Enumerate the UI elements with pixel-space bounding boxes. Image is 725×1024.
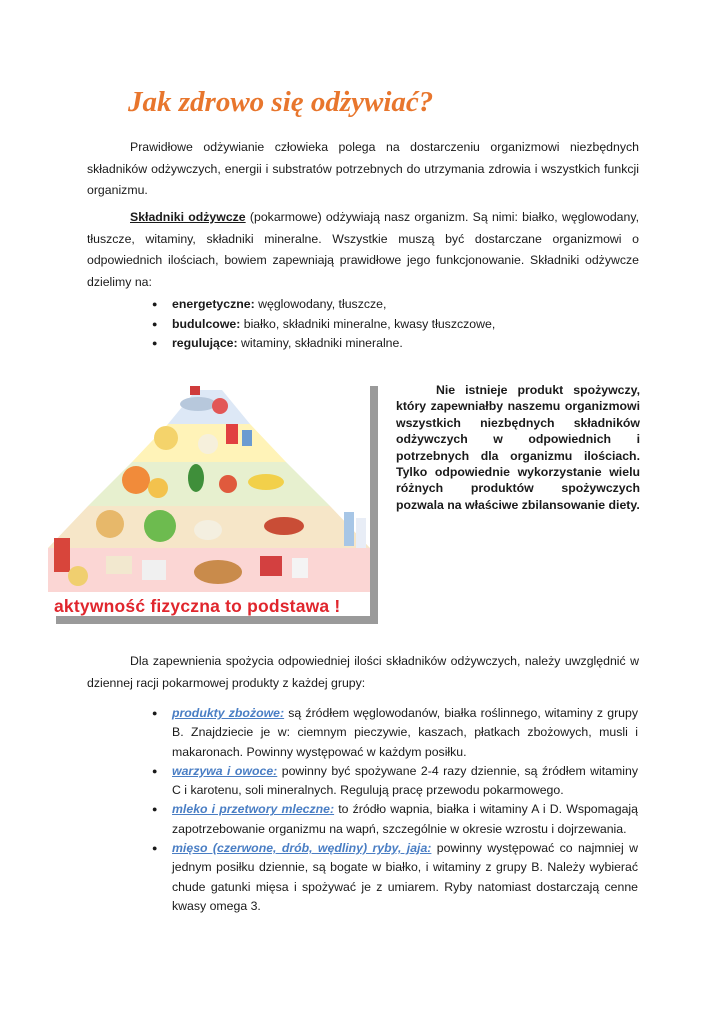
nutrient-groups-list (152, 295, 632, 354)
orange-icon (122, 466, 150, 494)
bread-roll-icon (96, 510, 124, 538)
can-icon (226, 424, 238, 444)
list-item: ● produkty zbożowe: są źródłem węglowodanów, białka roślinnego, witaminy z grupy B. Znajdziecie je w: ciemnym pieczywie, kaszach, płatkach zbożowych, musli i makaronach. Powinny występować w każdym posiłku. (152, 704, 638, 762)
figure-shadow (370, 386, 378, 624)
pasta-icon (68, 566, 88, 586)
water-bottle-icon (356, 518, 366, 548)
page-title: Jak zdrowo się odżywiać? (128, 86, 434, 118)
list-item: ● mięso (czerwone, drób, wędliny) ryby, jaja: powinny występować co najmniej w jednym posiłku dziennie, są bogate w białko, i witaminy z grupy B. Należy wybierać chude gatunki mięsa i spożywać je z umiarem. Ryby natomiast dostarczają cenne kwasy omega 3. (152, 839, 638, 916)
cheese-icon (154, 426, 178, 450)
bread-loaf-icon (194, 560, 242, 584)
vegetables-icon (264, 517, 304, 535)
sweets-icon (190, 386, 200, 395)
pasta-box-icon (260, 556, 282, 576)
food-pyramid-figure (48, 380, 378, 624)
food-pyramid-image (48, 380, 370, 616)
intro-text: Prawidłowe odżywianie człowieka polega na dostarczeniu organizmowi niezbędnych składników odżywczych, energii i substratów potrzebnych do utrzymania zdrowia i wszystkich funkcji organizmu. (87, 140, 639, 197)
flour-bag-icon (142, 560, 166, 580)
egg-icon (198, 434, 218, 454)
lettuce-icon (144, 510, 176, 542)
intro-paragraph (87, 137, 639, 202)
figure-slogan: aktywność fizyczna to podstawa ! (54, 596, 341, 616)
tomato-icon (219, 475, 237, 493)
milk-carton-icon (292, 558, 308, 578)
banana-icon (248, 474, 284, 490)
cake-icon (212, 398, 228, 414)
figure-shadow (56, 616, 378, 624)
rice-bag-icon (106, 556, 132, 574)
sidebar-note: Nie istnieje produkt spożywczy, który zapewniałby naszemu organizmowi wszystkich niezbędnych składników odżywczych w odpowiednich i potrzebnych dla organizmu ilościach. Tylko odpowiednie wykorzystanie wielu różnych produktów spożywczych pozwala na właściwe zbilansowanie diety. (396, 383, 640, 512)
nutrients-paragraph (87, 207, 639, 293)
nutrients-text: (pokarmowe) odżywiają nasz organizm. Są nimi: białko, węglowodany, tłuszcze, witaminy, składniki mineralne. Wszystkie muszą być dostarczane organizmowi o odpowiednich ilościach, bowiem zapewniają prawidłowe jego funkcjonowanie. Składniki odżywcze dzielimy na: (87, 210, 639, 289)
figure-frame (48, 380, 370, 616)
cauliflower-icon (194, 520, 222, 540)
yogurt-icon (242, 430, 252, 446)
list-item: ● mleko i przetwory mleczne: to źródło wapnia, białka i witaminy A i D. Wspomagają zapotrzebowanie organizmu na wapń, szczególnie w okresie wzrostu i dojrzewania. (152, 800, 638, 839)
list-item: ● warzywa i owoce: powinny być spożywane 2-4 razy dziennie, są źródłem witaminy C i karotenu, soli mineralnych. Regulują pracę przewodu pokarmowego. (152, 762, 638, 801)
water-bottle-icon (344, 512, 354, 546)
daily-paragraph: Dla zapewnienia spożycia odpowiedniej ilości składników odżywczych, należy uwzględnić w dziennej racji pokarmowej produkty z każdej grupy: (87, 654, 639, 690)
fish-icon (180, 397, 216, 411)
list-item: ● regulujące: witaminy, składniki mineralne. (152, 334, 632, 354)
cereal-box-icon (54, 538, 70, 572)
lemon-icon (148, 478, 168, 498)
product-groups-list (152, 704, 638, 916)
nutrients-term: Składniki odżywcze (130, 210, 246, 224)
list-item: ● budulcowe: białko, składniki mineralne, kwasy tłuszczowe, (152, 315, 632, 335)
pepper-icon (188, 464, 204, 492)
list-item: ● energetyczne: węglowodany, tłuszcze, (152, 295, 632, 315)
